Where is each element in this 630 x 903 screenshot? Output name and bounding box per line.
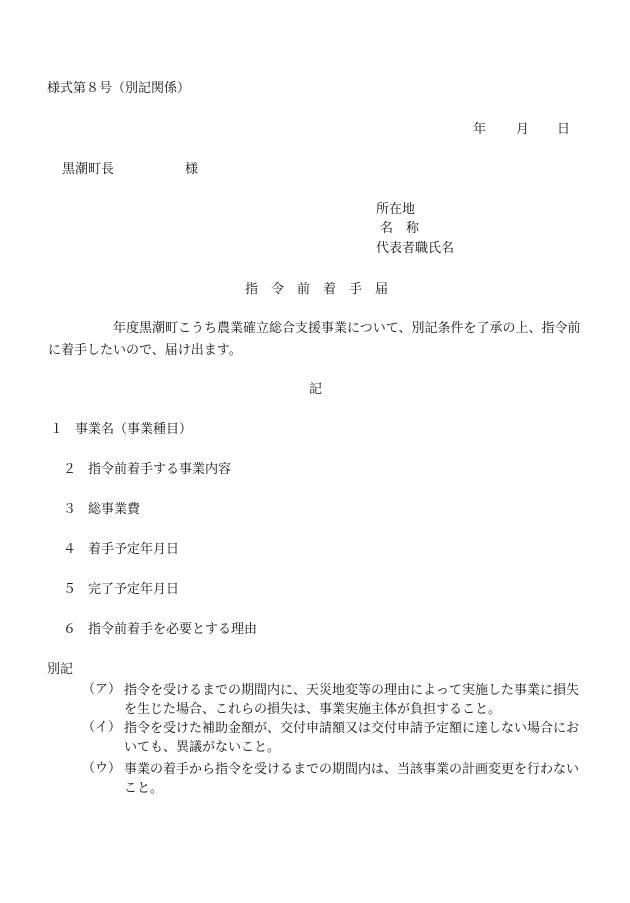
item-number: ４ (63, 542, 77, 557)
item-number: １ (50, 422, 64, 437)
item-label: 完了予定年月日 (88, 582, 180, 597)
condition-text (124, 681, 589, 719)
date-day: 日 (557, 122, 571, 137)
list-item (50, 421, 192, 439)
annex-heading: 別記 (47, 662, 74, 677)
addressee-honorific: 様 (185, 162, 199, 177)
condition-text (124, 719, 589, 757)
applicant-name-label: 名 称 (380, 221, 420, 236)
item-label: 総事業費 (88, 502, 141, 517)
item-number: ２ (63, 462, 77, 477)
date-month: 月 (516, 122, 530, 137)
body-paragraph: 年度黒潮町こうち農業確立総合支援事業について、別記条件を了承の上、指令前に着手したいので、届け出ます。 (48, 321, 581, 358)
item-number: ３ (63, 502, 77, 517)
item-number: ６ (63, 622, 77, 637)
condition-text-content: 指令を受けた補助金額が、交付申請額又は交付申請予定額に達しない場合においても、異議がないこと。 (124, 721, 580, 755)
ki-heading: 記 (309, 382, 323, 397)
item-label: 指令前着手を必要とする理由 (88, 622, 258, 637)
applicant-representative-label: 代表者職氏名 (376, 241, 455, 256)
list-item (63, 581, 179, 599)
date-year: 年 (473, 122, 487, 137)
item-label: 指令前着手する事業内容 (88, 462, 232, 477)
list-item (63, 621, 257, 639)
list-item (63, 541, 179, 559)
condition-mark: （ウ） (82, 761, 122, 776)
item-number: ５ (63, 582, 77, 597)
addressee-name: 黒潮町長 (62, 162, 115, 177)
form-number: 様式第８号（別記関係） (47, 81, 191, 96)
list-item (63, 461, 231, 479)
condition-mark: （ア） (82, 682, 122, 697)
document-title: 指令前着手届 (245, 282, 402, 297)
condition-text-content: 事業の着手から指令を受けるまでの期間内は、当該事業の計画変更を行わないこと。 (124, 762, 580, 796)
applicant-address-label: 所在地 (376, 202, 416, 217)
item-label: 事業名（事業種目） (75, 422, 193, 437)
condition-mark: （イ） (82, 720, 122, 735)
item-label: 着手予定年月日 (88, 542, 180, 557)
list-item (63, 501, 140, 519)
condition-text (124, 760, 589, 798)
condition-text-content: 指令を受けるまでの期間内に、天災地変等の理由によって実施した事業に損失を生じた場合、これらの損失は、事業実施主体が負担すること。 (124, 683, 580, 717)
